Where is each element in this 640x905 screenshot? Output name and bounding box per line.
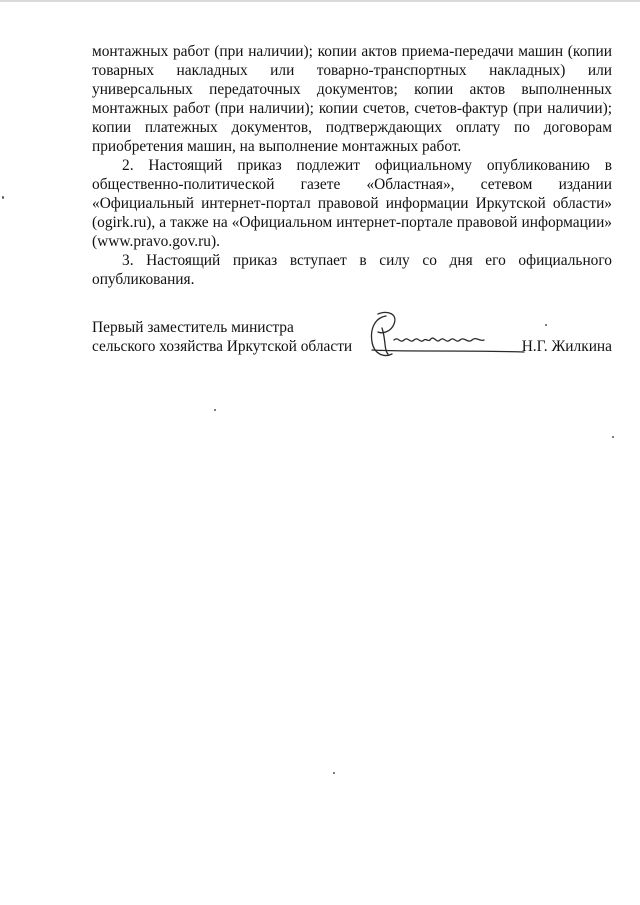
paragraph-effective-date: 3. Настоящий приказ вступает в силу со дня его официального опубликования. xyxy=(92,252,612,288)
signature-block xyxy=(92,318,612,362)
scan-edge-line xyxy=(0,0,640,2)
paragraph-publication: 2. Настоящий приказ подлежит официальному опубликованию в общественно-политической газете «Областная», сетевом издании «Официальный интернет-портал правовой информации Иркутской области» (ogirk.ru), а также на «Официальном интернет-портале правовой информации» (www.pravo.gov.ru). xyxy=(92,157,612,250)
scan-speck xyxy=(214,409,216,411)
scan-speck xyxy=(2,196,4,199)
scan-speck xyxy=(333,772,335,774)
scan-speck xyxy=(545,324,547,326)
signatory-name: Н.Г. Жилкина xyxy=(521,338,612,355)
handwritten-signature xyxy=(364,310,529,364)
scan-speck xyxy=(612,436,614,438)
paragraph-continuation: монтажных работ (при наличии); копии актов приема-передачи машин (копии товарных накладных или товарно-транспортных накладных) или универсальных передаточных документов; копии актов выполненных монтажных работ (при наличии); копии счетов, счетов-фактур (при наличии); копии платежных документов, подтверждающих оплату по договорам приобретения машин, на выполнение монтажных работ. xyxy=(92,43,612,155)
signatory-position xyxy=(92,318,352,356)
signatory-position-line2: сельского хозяйства Иркутской области xyxy=(92,338,353,355)
signatory-position-line1: Первый заместитель министра xyxy=(92,319,294,336)
document-body xyxy=(92,42,612,289)
